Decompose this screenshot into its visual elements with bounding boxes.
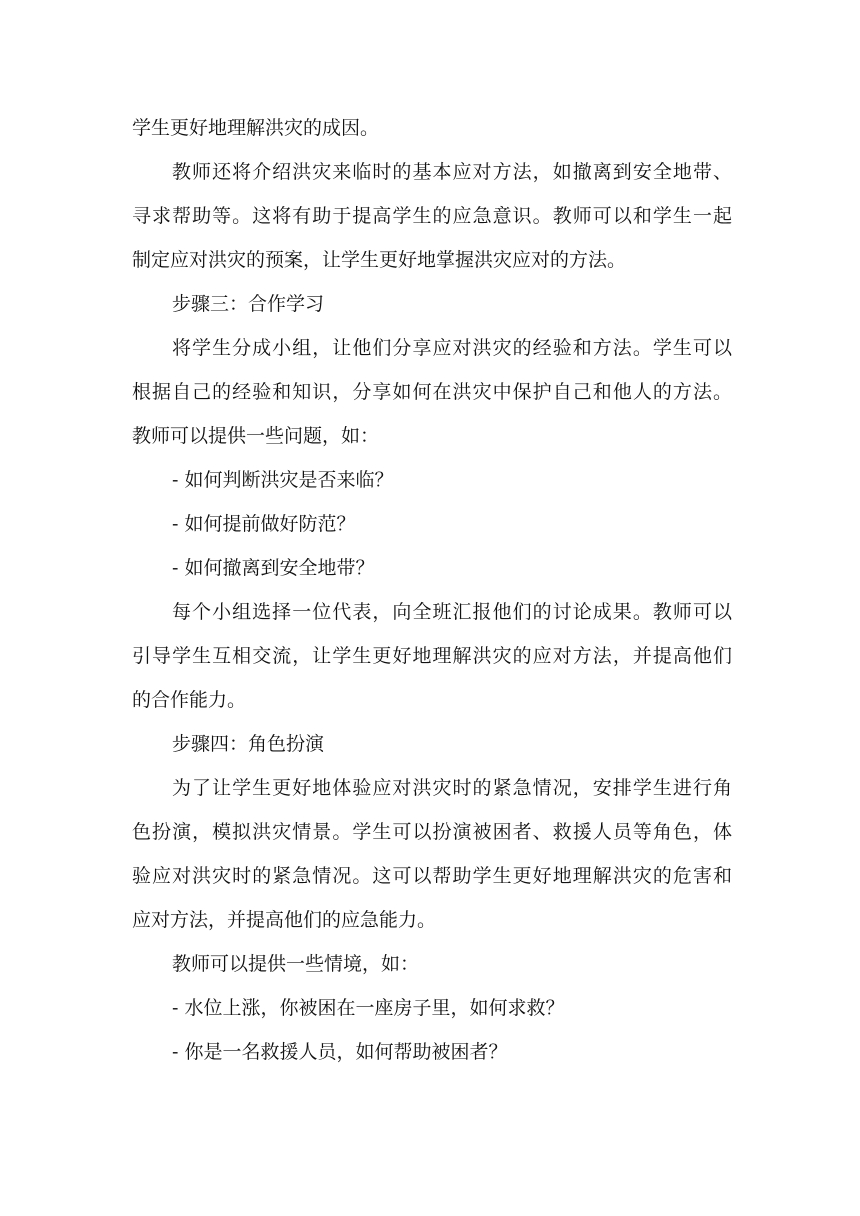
text-line: 制定应对洪灾的预案，让学生更好地掌握洪灾应对的方法。 bbox=[132, 249, 627, 271]
text-line: 为了让学生更好地体验应对洪灾时的紧急情况，安排学生进行角 bbox=[172, 777, 732, 799]
text-line: 学生更好地理解洪灾的成因。 bbox=[132, 117, 380, 139]
text-line: 验应对洪灾时的紧急情况。这可以帮助学生更好地理解洪灾的危害和 bbox=[132, 865, 732, 887]
text-line: 的合作能力。 bbox=[132, 689, 247, 711]
text-line: 每个小组选择一位代表，向全班汇报他们的讨论成果。教师可以 bbox=[172, 601, 732, 623]
section-heading: 步骤四：角色扮演 bbox=[172, 733, 325, 755]
document-body bbox=[132, 106, 732, 1074]
list-item: - 你是一名救援人员，如何帮助被困者？ bbox=[172, 1041, 508, 1063]
text-line: 根据自己的经验和知识，分享如何在洪灾中保护自己和他人的方法。 bbox=[132, 381, 732, 403]
text-line: 教师可以提供一些情境，如： bbox=[172, 953, 420, 975]
text-line: 教师可以提供一些问题，如： bbox=[132, 425, 380, 447]
list-item: - 如何提前做好防范？ bbox=[172, 513, 356, 535]
text-line: 色扮演，模拟洪灾情景。学生可以扮演被困者、救援人员等角色，体 bbox=[132, 821, 732, 843]
list-item: - 如何撤离到安全地带？ bbox=[172, 557, 375, 579]
list-item: - 如何判断洪灾是否来临？ bbox=[172, 469, 394, 491]
section-heading: 步骤三：合作学习 bbox=[172, 293, 325, 315]
text-line: 教师还将介绍洪灾来临时的基本应对方法，如撤离到安全地带、 bbox=[172, 161, 732, 183]
text-line: 寻求帮助等。这将有助于提高学生的应急意识。教师可以和学生一起 bbox=[132, 205, 732, 227]
text-line: 引导学生互相交流，让学生更好地理解洪灾的应对方法，并提高他们 bbox=[132, 645, 732, 667]
list-item: - 水位上涨，你被困在一座房子里，如何求救？ bbox=[172, 997, 565, 1019]
text-line: 应对方法，并提高他们的应急能力。 bbox=[132, 909, 437, 931]
text-line: 将学生分成小组，让他们分享应对洪灾的经验和方法。学生可以 bbox=[172, 337, 732, 359]
